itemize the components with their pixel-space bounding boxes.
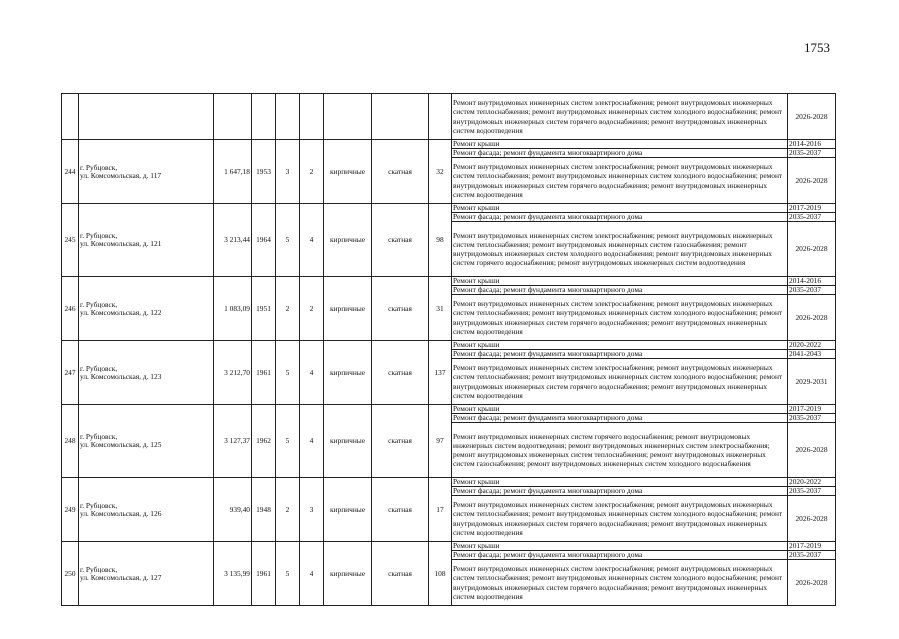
period-cell: 2017-2019 [788, 405, 836, 414]
roof-type-cell: скатная [372, 204, 429, 277]
floors-cell: 5 [276, 341, 300, 405]
address-cell [79, 204, 214, 277]
floors-cell: 5 [276, 204, 300, 277]
work-type-cell: Ремонт фасада; ремонт фундамента многоквартирного дома [452, 551, 788, 560]
work-type-cell: Ремонт крыши [452, 277, 788, 286]
year-cell: 1962 [252, 405, 276, 478]
address-cell [79, 478, 214, 542]
housing-repair-table [61, 93, 836, 606]
area-cell: 3 127,37 [214, 405, 252, 478]
table-body [62, 94, 836, 606]
house-number-cell: 245 [62, 204, 79, 277]
entrances-cell: 4 [300, 341, 324, 405]
address-cell [79, 94, 214, 140]
period-cell: 2029-2031 [788, 359, 836, 405]
house-number-cell: 244 [62, 140, 79, 204]
table-row [62, 277, 836, 286]
work-type-cell: Ремонт фасада; ремонт фундамента многоквартирного дома [452, 487, 788, 496]
floors-cell: 5 [276, 405, 300, 478]
house-number-cell: 249 [62, 478, 79, 542]
residents-cell: 32 [429, 140, 452, 204]
work-type-cell: Ремонт внутридомовых инженерных систем электроснабжения; ремонт внутридомовых инженерных систем теплоснабжения; ремонт внутридомовых инженерных систем холодного водоснабжения; ремонт внутридомовых инженерных систем горячего водоснабжения; ремонт внутридомовых инженерных систем водоотведения [452, 359, 788, 405]
floors-cell: 5 [276, 542, 300, 606]
residents-cell: 31 [429, 277, 452, 341]
period-cell: 2035-2037 [788, 286, 836, 295]
table-row [62, 140, 836, 149]
wall-material-cell: кирпичные [324, 204, 372, 277]
address-cell [79, 341, 214, 405]
wall-material-cell [324, 94, 372, 140]
work-type-cell: Ремонт фасада; ремонт фундамента многоквартирного дома [452, 213, 788, 222]
work-type-cell: Ремонт крыши [452, 140, 788, 149]
entrances-cell: 2 [300, 277, 324, 341]
address-cell [79, 542, 214, 606]
address-line: ул. Комсомольская, д. 125 [80, 440, 162, 449]
address-line: ул. Комсомольская, д. 122 [80, 307, 162, 317]
area-cell [214, 94, 252, 140]
address-line: г. Рубцовск, [80, 231, 118, 240]
entrances-cell [300, 94, 324, 140]
address-line: г. Рубцовск, [80, 363, 118, 373]
year-cell [252, 94, 276, 140]
year-cell: 1964 [252, 204, 276, 277]
address-line: ул. Комсомольская, д. 123 [80, 371, 162, 381]
year-cell: 1953 [252, 140, 276, 204]
table-row [62, 478, 836, 487]
work-type-cell: Ремонт крыши [452, 204, 788, 213]
roof-type-cell: скатная [372, 341, 429, 405]
address-line: г. Рубцовск, [80, 500, 118, 510]
roof-type-cell: скатная [372, 542, 429, 606]
address-line: ул. Комсомольская, д. 121 [80, 239, 162, 248]
wall-material-cell: кирпичные [324, 405, 372, 478]
area-cell: 939,40 [214, 478, 252, 542]
address-cell [79, 277, 214, 341]
period-cell: 2026-2028 [788, 423, 836, 478]
work-type-cell: Ремонт крыши [452, 542, 788, 551]
house-number-cell [62, 94, 79, 140]
period-cell: 2035-2037 [788, 213, 836, 222]
work-type-cell: Ремонт фасада; ремонт фундамента многоквартирного дома [452, 350, 788, 359]
period-cell: 2035-2037 [788, 487, 836, 496]
roof-type-cell [372, 94, 429, 140]
period-cell: 2026-2028 [788, 560, 836, 606]
address-cell [79, 140, 214, 204]
table-row [62, 542, 836, 551]
period-cell: 2026-2028 [788, 94, 836, 140]
house-number-cell: 247 [62, 341, 79, 405]
residents-cell: 108 [429, 542, 452, 606]
entrances-cell: 2 [300, 140, 324, 204]
floors-cell: 2 [276, 277, 300, 341]
entrances-cell: 4 [300, 542, 324, 606]
work-type-cell: Ремонт фасада; ремонт фундамента многоквартирного дома [452, 149, 788, 158]
entrances-cell: 4 [300, 405, 324, 478]
area-cell: 3 213,44 [214, 204, 252, 277]
work-type-cell: Ремонт внутридомовых инженерных систем горячего водоснабжения; ремонт внутридомовых инженерных систем водоотведения; ремонт внутридомовых инженерных систем электроснабжения; ремонт внутридомовых инженерных систем теплоснабжения; ремонт внутридомовых инженерных систем газоснабжения; ремонт внутридомовых инженерных систем холодного водоснабжения [452, 423, 788, 478]
period-cell: 2020-2022 [788, 341, 836, 350]
period-cell: 2017-2019 [788, 204, 836, 213]
address-line: ул. Комсомольская, д. 117 [80, 170, 162, 180]
roof-type-cell: скатная [372, 478, 429, 542]
period-cell: 2035-2037 [788, 414, 836, 423]
year-cell: 1951 [252, 277, 276, 341]
year-cell: 1961 [252, 341, 276, 405]
house-number-cell: 246 [62, 277, 79, 341]
floors-cell: 2 [276, 478, 300, 542]
address-line: ул. Комсомольская, д. 126 [80, 508, 162, 518]
floors-cell: 3 [276, 140, 300, 204]
period-cell: 2014-2016 [788, 277, 836, 286]
work-type-cell: Ремонт фасада; ремонт фундамента многоквартирного дома [452, 414, 788, 423]
area-cell: 1 083,09 [214, 277, 252, 341]
year-cell: 1961 [252, 542, 276, 606]
residents-cell [429, 94, 452, 140]
period-cell: 2035-2037 [788, 149, 836, 158]
period-cell: 2014-2016 [788, 140, 836, 149]
roof-type-cell: скатная [372, 140, 429, 204]
roof-type-cell: скатная [372, 405, 429, 478]
house-number-cell: 248 [62, 405, 79, 478]
table-row [62, 94, 836, 140]
period-cell: 2035-2037 [788, 551, 836, 560]
work-type-cell: Ремонт внутридомовых инженерных систем электроснабжения; ремонт внутридомовых инженерных систем теплоснабжения; ремонт внутридомовых инженерных систем холодного водоснабжения; ремонт внутридомовых инженерных систем горячего водоснабжения; ремонт внутридомовых инженерных систем водоотведения [452, 295, 788, 341]
period-cell: 2026-2028 [788, 496, 836, 542]
area-cell: 1 647,18 [214, 140, 252, 204]
entrances-cell: 3 [300, 478, 324, 542]
period-cell: 2020-2022 [788, 478, 836, 487]
residents-cell: 17 [429, 478, 452, 542]
address-line: г. Рубцовск, [80, 299, 118, 309]
work-type-cell: Ремонт крыши [452, 405, 788, 414]
area-cell: 3 135,99 [214, 542, 252, 606]
area-cell: 3 212,70 [214, 341, 252, 405]
period-cell: 2026-2028 [788, 295, 836, 341]
table-row [62, 405, 836, 414]
work-type-cell: Ремонт внутридомовых инженерных систем электроснабжения; ремонт внутридомовых инженерных систем теплоснабжения; ремонт внутридомовых инженерных систем холодного водоснабжения; ремонт внутридомовых инженерных систем горячего водоснабжения; ремонт внутридомовых инженерных систем водоотведения [452, 158, 788, 204]
address-line: ул. Комсомольская, д. 127 [80, 572, 162, 582]
page-number: 1753 [804, 40, 830, 55]
address-line: г. Рубцовск, [80, 432, 118, 441]
wall-material-cell: кирпичные [324, 542, 372, 606]
work-type-cell: Ремонт внутридомовых инженерных систем электроснабжения; ремонт внутридомовых инженерных систем теплоснабжения; ремонт внутридомовых инженерных систем холодного водоснабжения; ремонт внутридомовых инженерных систем горячего водоснабжения; ремонт внутридомовых инженерных систем водоотведения [452, 94, 788, 140]
work-type-cell: Ремонт фасада; ремонт фундамента многоквартирного дома [452, 286, 788, 295]
floors-cell [276, 94, 300, 140]
address-line: г. Рубцовск, [80, 564, 118, 574]
table-row [62, 341, 836, 350]
work-type-cell: Ремонт внутридомовых инженерных систем электроснабжения; ремонт внутридомовых инженерных систем теплоснабжения; ремонт внутридомовых инженерных систем холодного водоснабжения; ремонт внутридомовых инженерных систем горячего водоснабжения; ремонт внутридомовых инженерных систем водоотведения [452, 560, 788, 606]
period-cell: 2041-2043 [788, 350, 836, 359]
roof-type-cell: скатная [372, 277, 429, 341]
period-cell: 2026-2028 [788, 158, 836, 204]
work-type-cell: Ремонт крыши [452, 341, 788, 350]
residents-cell: 98 [429, 204, 452, 277]
wall-material-cell: кирпичные [324, 478, 372, 542]
work-type-cell: Ремонт внутридомовых инженерных систем электроснабжения; ремонт внутридомовых инженерных систем теплоснабжения; ремонт внутридомовых инженерных систем газоснабжения; ремонт внутридомовых инженерных систем холодного водоснабжения; ремонт внутридомовых инженерных систем горячего водоснабжения; ремонт внутридомовых инженерных систем водоотведения [452, 222, 788, 277]
residents-cell: 97 [429, 405, 452, 478]
period-cell: 2017-2019 [788, 542, 836, 551]
work-type-cell: Ремонт крыши [452, 478, 788, 487]
wall-material-cell: кирпичные [324, 341, 372, 405]
year-cell: 1948 [252, 478, 276, 542]
residents-cell: 137 [429, 341, 452, 405]
work-type-cell: Ремонт внутридомовых инженерных систем электроснабжения; ремонт внутридомовых инженерных систем теплоснабжения; ремонт внутридомовых инженерных систем холодного водоснабжения; ремонт внутридомовых инженерных систем горячего водоснабжения; ремонт внутридомовых инженерных систем водоотведения [452, 496, 788, 542]
address-cell [79, 405, 214, 478]
period-cell: 2026-2028 [788, 222, 836, 277]
table-row [62, 204, 836, 213]
address-line: г. Рубцовск, [80, 162, 118, 172]
entrances-cell: 4 [300, 204, 324, 277]
house-number-cell: 250 [62, 542, 79, 606]
wall-material-cell: кирпичные [324, 277, 372, 341]
wall-material-cell: кирпичные [324, 140, 372, 204]
